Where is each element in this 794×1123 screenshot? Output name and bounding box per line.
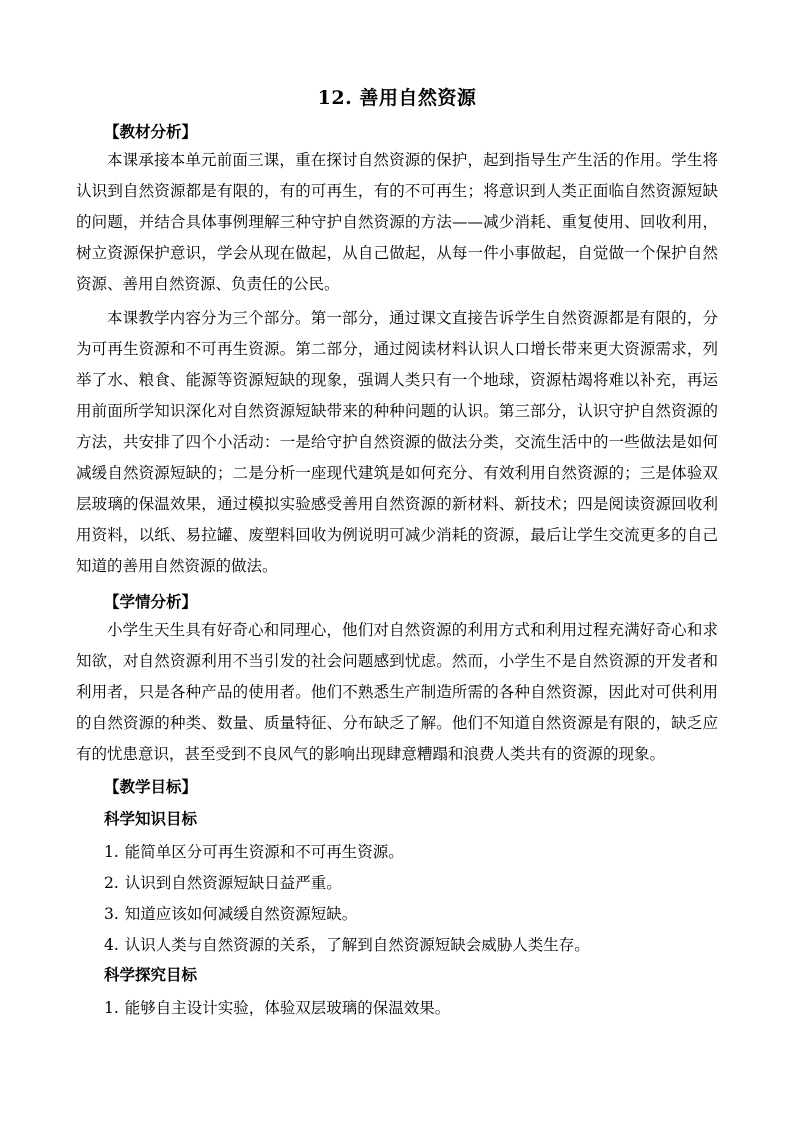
paragraph-material-1: 本课承接本单元前面三课，重在探讨自然资源的保护，起到指导生产生活的作用。学生将认识到自然资源都是有限的，有的可再生，有的不可再生；将意识到人类正面临自然资源短缺的问题，并结合具体事例理解三种守护自然资源的方法——减少消耗、重复使用、回收利用，树立资源保护意识，学会从现在做起，从自己做起，从每一件小事做起，自觉做一个保护自然资源、善用自然资源、负责任的公民。 bbox=[76, 151, 718, 293]
item-text: 知道应该如何减缓自然资源短缺。 bbox=[124, 905, 358, 923]
item-number: 1. bbox=[104, 843, 119, 861]
item-number: 4. bbox=[104, 936, 119, 954]
item-text: 认识人类与自然资源的关系，了解到自然资源短缺会威胁人类生存。 bbox=[124, 936, 590, 954]
section-heading-material: 【教材分析】 bbox=[104, 122, 198, 141]
knowledge-item-4 bbox=[104, 935, 718, 955]
section-heading-learner: 【学情分析】 bbox=[104, 592, 198, 611]
knowledge-item-3 bbox=[104, 904, 718, 924]
page-title: 12. 善用自然资源 bbox=[317, 87, 477, 109]
item-number: 1. bbox=[104, 999, 119, 1017]
item-text: 能简单区分可再生资源和不可再生资源。 bbox=[124, 843, 404, 861]
knowledge-item-2 bbox=[104, 873, 718, 893]
item-number: 3. bbox=[104, 905, 119, 923]
item-number: 2. bbox=[104, 874, 119, 892]
knowledge-item-1 bbox=[104, 842, 718, 862]
inquiry-item-1 bbox=[104, 998, 718, 1018]
subheading-knowledge: 科学知识目标 bbox=[104, 809, 198, 828]
paragraph-material-2: 本课教学内容分为三个部分。第一部分，通过课文直接告诉学生自然资源都是有限的，分为可再生资源和不可再生资源。第二部分，通过阅读材料认识人口增长带来更大资源需求，列举了水、粮食、能源等资源短缺的现象，强调人类只有一个地球，资源枯竭将难以补充，再运用前面所学知识深化对自然资源短缺带来的种种问题的认识。第三部分，认识守护自然资源的方法，共安排了四个小活动：一是给守护自然资源的做法分类，交流生活中的一些做法是如何减缓自然资源短缺的；二是分析一座现代建筑是如何充分、有效利用自然资源的；三是体验双层玻璃的保温效果，通过模拟实验感受善用自然资源的新材料、新技术；四是阅读资源回收利用资料，以纸、易拉罐、废塑料回收为例说明可减少消耗的资源，最后让学生交流更多的自己知道的善用自然资源的做法。 bbox=[76, 309, 718, 575]
item-text: 能够自主设计实验，体验双层玻璃的保温效果。 bbox=[124, 999, 451, 1017]
section-heading-goals: 【教学目标】 bbox=[104, 777, 198, 796]
item-text: 认识到自然资源短缺日益严重。 bbox=[124, 874, 342, 892]
subheading-inquiry: 科学探究目标 bbox=[104, 965, 198, 984]
paragraph-learner-1: 小学生天生具有好奇心和同理心，他们对自然资源的利用方式和利用过程充满好奇心和求知欲，对自然资源利用不当引发的社会问题感到忧虑。然而，小学生不是自然资源的开发者和利用者，只是各种产品的使用者。他们不熟悉生产制造所需的各种自然资源，因此对可供利用的自然资源的种类、数量、质量特征、分布缺乏了解。他们不知道自然资源是有限的，缺乏应有的忧患意识，甚至受到不良风气的影响出现肆意糟蹋和浪费人类共有的资源的现象。 bbox=[76, 621, 718, 763]
